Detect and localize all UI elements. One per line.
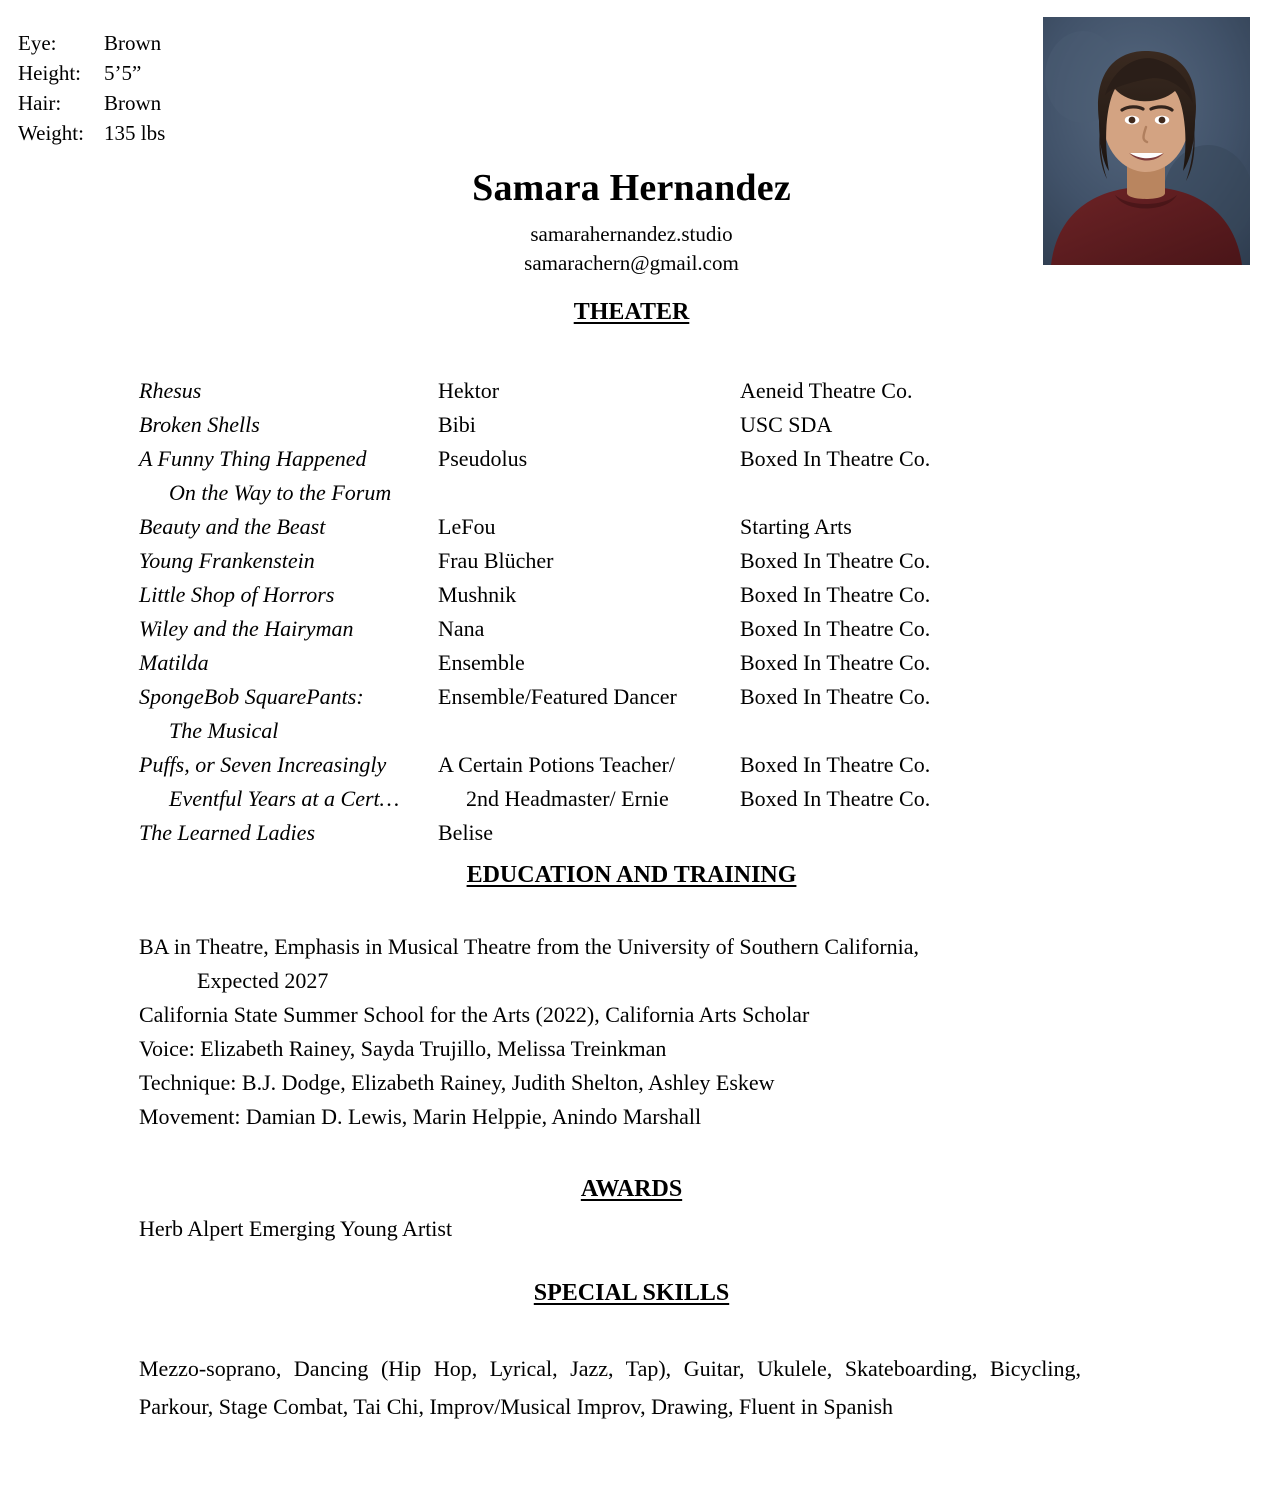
theater-company-text: Boxed In Theatre Co. <box>740 582 931 607</box>
theater-show-title <box>139 408 434 442</box>
theater-show-title <box>139 816 434 850</box>
vitals-label: Weight: <box>18 121 84 145</box>
theater-show-title-text: SpongeBob SquarePants: <box>139 684 364 709</box>
theater-company <box>740 680 1040 714</box>
theater-role-text: Nana <box>438 616 485 641</box>
education-line <box>139 998 1084 1032</box>
column-spacer <box>438 476 733 510</box>
vitals-value: Brown <box>104 91 162 115</box>
theater-show-title <box>139 748 434 816</box>
theater-role-text: Ensemble/Featured Dancer <box>438 684 677 709</box>
section-heading-theater <box>0 299 1263 326</box>
section-heading-skills-label: SPECIAL SKILLS <box>533 1280 730 1306</box>
theater-role <box>438 544 733 578</box>
theater-show-title-continuation: Eventful Years at a Cert… <box>169 786 400 811</box>
theater-company-text: Starting Arts <box>740 514 852 539</box>
theater-roles-column <box>438 374 733 850</box>
vitals-value: Brown <box>104 31 162 55</box>
theater-role <box>438 646 733 680</box>
education-list <box>139 930 1084 1134</box>
theater-show-title-continuation: The Musical <box>169 718 279 743</box>
theater-company <box>740 612 1040 646</box>
theater-company-text: Boxed In Theatre Co. <box>740 650 931 675</box>
contact-block <box>0 220 1263 278</box>
vitals-label: Hair: <box>18 91 62 115</box>
page-title: Samara Hernandez <box>472 167 791 209</box>
theater-show-title <box>139 442 434 510</box>
education-line-text: Voice: Elizabeth Rainey, Sayda Trujillo, Melissa Treinkman <box>139 1036 667 1061</box>
theater-show-title <box>139 544 434 578</box>
vitals-row <box>18 58 165 88</box>
vitals-label: Height: <box>18 61 81 85</box>
theater-role-text: A Certain Potions Teacher/ <box>438 752 675 777</box>
education-line-text: Movement: Damian D. Lewis, Marin Helppie, Anindo Marshall <box>139 1104 702 1129</box>
theater-role-text: Hektor <box>438 378 500 403</box>
theater-show-title <box>139 612 434 646</box>
theater-show-title-text: Puffs, or Seven Increasingly <box>139 752 387 777</box>
email-line: samarachern@gmail.com <box>524 251 739 275</box>
vitals-row <box>18 88 165 118</box>
skills-paragraph: Mezzo-soprano, Dancing (Hip Hop, Lyrical, Jazz, Tap), Guitar, Ukulele, Skateboarding, Bicycling, Parkour, Stage Combat, Tai Chi, Improv/Musical Improv, Drawing, Fluent in Spanish <box>139 1356 1081 1419</box>
theater-show-title-text: Beauty and the Beast <box>139 514 326 539</box>
theater-show-title-text: A Funny Thing Happened <box>139 446 367 471</box>
theater-shows-column <box>139 374 434 850</box>
theater-role-text: Bibi <box>438 412 476 437</box>
awards-list <box>139 1212 1039 1246</box>
education-line-text: BA in Theatre, Emphasis in Musical Theatre from the University of Southern California, <box>139 934 920 959</box>
education-line <box>139 930 1084 998</box>
theater-role <box>438 612 733 646</box>
section-heading-awards-label: AWARDS <box>580 1176 683 1202</box>
theater-role-text: Mushnik <box>438 582 517 607</box>
theater-companies-column <box>740 374 1040 816</box>
award-item: Herb Alpert Emerging Young Artist <box>139 1216 453 1241</box>
website-line: samarahernandez.studio <box>530 222 733 246</box>
theater-role-text: Belise <box>438 820 493 845</box>
column-spacer <box>740 476 1040 510</box>
theater-role <box>438 408 733 442</box>
section-heading-theater-label: THEATER <box>573 299 690 325</box>
theater-company <box>740 578 1040 612</box>
vitals-value: 5’5” <box>104 61 142 85</box>
theater-show-title-continuation: On the Way to the Forum <box>169 480 392 505</box>
theater-show-title <box>139 374 434 408</box>
theater-company-text: Boxed In Theatre Co. <box>740 684 931 709</box>
theater-show-title <box>139 510 434 544</box>
vitals-value: 135 lbs <box>104 121 166 145</box>
theater-role <box>438 442 733 476</box>
theater-show-title <box>139 646 434 680</box>
theater-show-title-text: Broken Shells <box>139 412 260 437</box>
theater-role <box>438 816 733 850</box>
education-line-continuation: Expected 2027 <box>197 968 329 993</box>
theater-role <box>438 680 733 714</box>
theater-company-text: USC SDA <box>740 412 833 437</box>
theater-show-title <box>139 578 434 612</box>
column-spacer <box>438 714 733 748</box>
theater-role <box>438 748 733 816</box>
theater-role-text: LeFou <box>438 514 496 539</box>
theater-company <box>740 782 1040 816</box>
theater-show-title-text: Matilda <box>139 650 209 675</box>
theater-role <box>438 374 733 408</box>
theater-show-title-text: Young Frankenstein <box>139 548 315 573</box>
theater-company <box>740 646 1040 680</box>
education-line <box>139 1032 1084 1066</box>
theater-company-text: Boxed In Theatre Co. <box>740 786 931 811</box>
theater-company-text: Boxed In Theatre Co. <box>740 616 931 641</box>
theater-company <box>740 544 1040 578</box>
section-heading-education <box>0 862 1263 889</box>
theater-company-text: Aeneid Theatre Co. <box>740 378 913 403</box>
vitals-row <box>18 28 165 58</box>
theater-show-title-text: The Learned Ladies <box>139 820 315 845</box>
vitals-row <box>18 118 165 148</box>
theater-company-text: Boxed In Theatre Co. <box>740 446 931 471</box>
education-line <box>139 1100 1084 1134</box>
theater-company <box>740 748 1040 782</box>
section-heading-skills <box>0 1280 1263 1307</box>
theater-role-text: Frau Blücher <box>438 548 554 573</box>
theater-company <box>740 374 1040 408</box>
theater-role <box>438 510 733 544</box>
theater-show-title-text: Wiley and the Hairyman <box>139 616 354 641</box>
theater-company <box>740 510 1040 544</box>
theater-company-text: Boxed In Theatre Co. <box>740 548 931 573</box>
education-line-text: California State Summer School for the Arts (2022), California Arts Scholar <box>139 1002 810 1027</box>
theater-show-title-text: Rhesus <box>139 378 202 403</box>
column-spacer <box>740 714 1040 748</box>
theater-role-text: Ensemble <box>438 650 525 675</box>
theater-company-text: Boxed In Theatre Co. <box>740 752 931 777</box>
section-heading-awards <box>0 1176 1263 1203</box>
theater-role <box>438 578 733 612</box>
education-line-text: Technique: B.J. Dodge, Elizabeth Rainey, Judith Shelton, Ashley Eskew <box>139 1070 775 1095</box>
education-line <box>139 1066 1084 1100</box>
theater-role-text: Pseudolus <box>438 446 528 471</box>
vitals-label: Eye: <box>18 31 57 55</box>
theater-role-continuation: 2nd Headmaster/ Ernie <box>466 786 669 811</box>
theater-credits-table <box>0 374 1263 845</box>
theater-company <box>740 408 1040 442</box>
theater-show-title <box>139 680 434 748</box>
theater-company <box>740 442 1040 476</box>
vitals-block <box>18 28 165 148</box>
theater-show-title-text: Little Shop of Horrors <box>139 582 335 607</box>
section-heading-education-label: EDUCATION AND TRAINING <box>466 862 797 888</box>
